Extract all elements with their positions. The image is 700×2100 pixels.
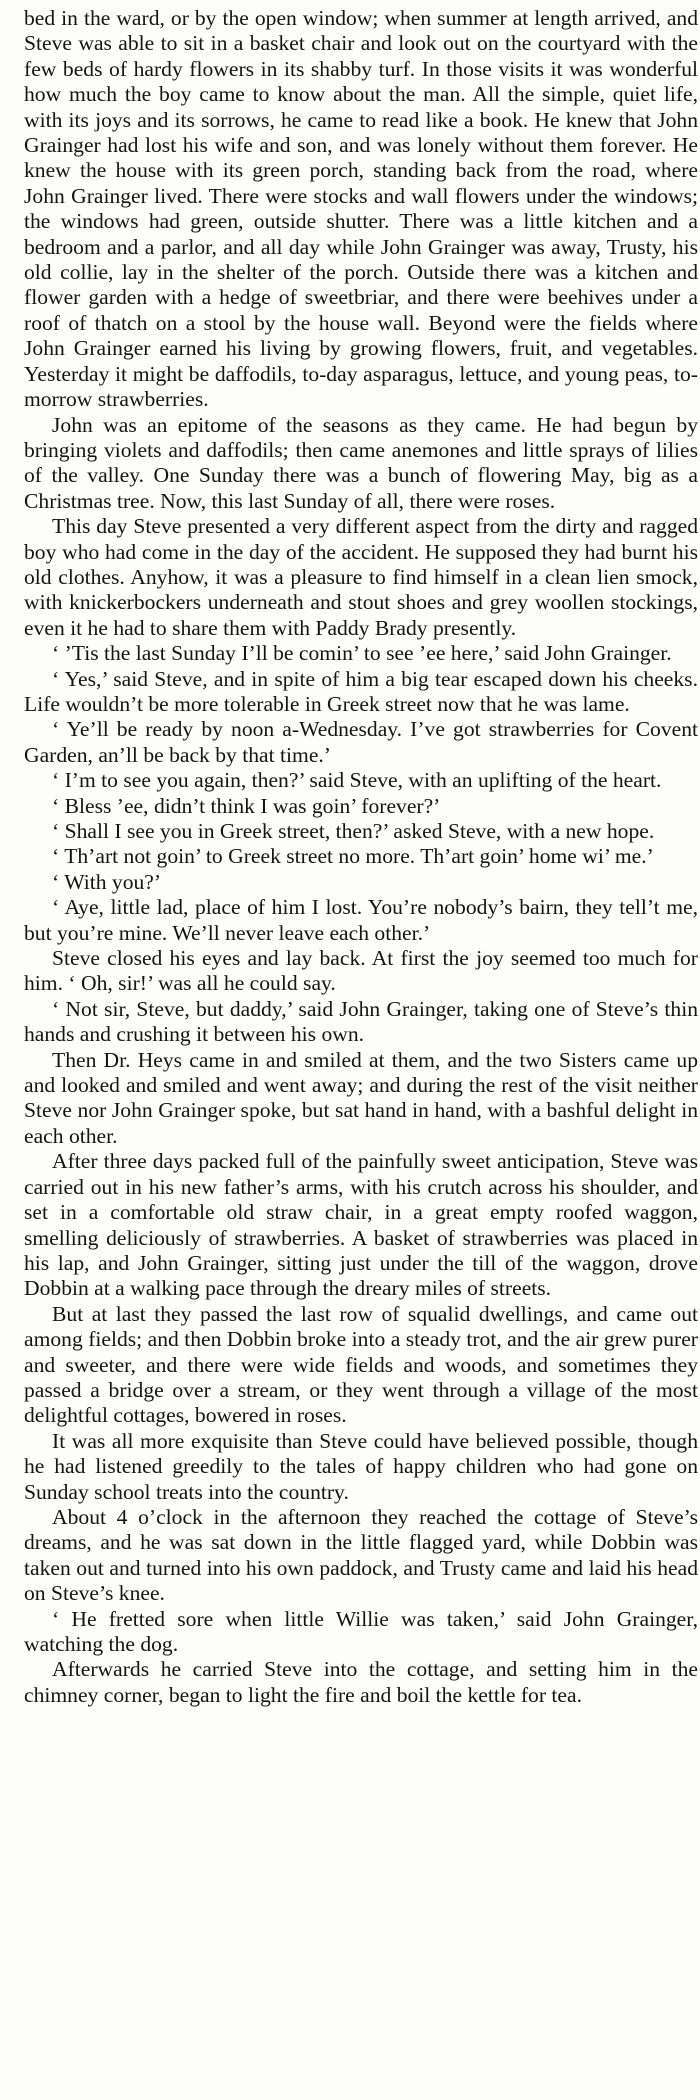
paragraph-4: ‘ ’Tis the last Sunday I’ll be comin’ to see ’ee here,’ said John Grainger. (52, 641, 672, 666)
paragraph-12: ‘ Aye, little lad, place of him I lost. You’re nobody’s bairn, they tell’t me, but you’re mine. We’ll never leave each other.’ (24, 895, 698, 945)
paragraph-5: ‘ Yes,’ said Steve, and in spite of him a big tear escaped down his cheeks. Life wouldn’t be more tolerable in Greek street now that he was lame. (24, 666, 698, 716)
paragraph-17: But at last they passed the last row of squalid dwellings, and came out among fields; and then Dobbin broke into a steady trot, and the air grew purer and sweeter, and there were wide fields and woods, and sometimes they passed a bridge over a stream, or they went through a village of the most delightful cottages, bowered in roses. (24, 1301, 698, 1428)
paragraph-14: ‘ Not sir, Steve, but daddy,’ said John Grainger, taking one of Steve’s thin hands and crushing it between his own. (24, 996, 698, 1047)
paragraph-9: ‘ Shall I see you in Greek street, then?’ asked Steve, with a new hope. (52, 819, 655, 843)
paragraph-6: ‘ Ye’ll be ready by noon a-Wednesday. I’ve got strawberries for Covent Garden, an’ll be back by that time.’ (24, 717, 698, 767)
paragraph-19: About 4 o’clock in the afternoon they reached the cottage of Steve’s dreams, and he was sat down in the little flagged yard, while Dobbin was taken out and turned into his own paddock, and Trusty came and laid his head on Steve’s knee. (24, 1504, 698, 1606)
paragraph-21: Afterwards he carried Steve into the cottage, and setting him in the chimney corner, began to light the fire and boil the kettle for tea. (24, 1657, 698, 1707)
paragraph-1: bed in the ward, or by the open window; when summer at length arrived, and Steve was able to sit in a basket chair and look out on the courtyard with the few beds of hardy flowers in its shabby turf. In those visits it was wonderful how much the boy came to know about the man. All the simple, quiet life, with its joys and its sorrows, he came to read like a book. He knew that John Grainger had lost his wife and son, and was lonely without them forever. He knew the house with its green porch, standing back from the road, where John Grainger lived. There were stocks and wall flowers under the windows; the windows had green, outside shutter. There was a little kitchen and a bedroom and a parlor, and all day while John Grainger was away, Trusty, his old collie, lay in the shelter of the porch. Outside there was a kitchen and flower garden with a hedge of sweetbriar, and there were beehives under a roof of thatch on a stool by the house wall. Beyond were the fields where John Grainger earned his living by growing flowers, fruit, and vegetables. Yesterday it might be daffodils, to-day asparagus, lettuce, and young peas, to-morrow strawberries. (24, 6, 698, 412)
paragraph-16: After three days packed full of the painfully sweet anticipation, Steve was carried out in his new father’s arms, with his crutch across his shoulder, and set in a comfortable old straw chair, in a great empty roofed waggon, smelling deliciously of strawberries. A basket of strawberries was placed in his lap, and John Grainger, sitting just under the till of the waggon, drove Dobbin at a walking pace through the dreary miles of streets. (24, 1149, 698, 1301)
paragraph-3: This day Steve presented a very different aspect from the dirty and ragged boy who had come in the day of the accident. He supposed they had burnt his old clothes. Anyhow, it was a pleasure to find himself in a clean lien smock, with knickerbockers underneath and stout shoes and grey woollen stockings, even it he had to share them with Paddy Brady presently. (24, 514, 698, 640)
paragraph-13: Steve closed his eyes and lay back. At first the joy seemed too much for him. ‘ Oh, sir!’ was all he could say. (24, 946, 698, 996)
paragraph-10: ‘ Th’art not goin’ to Greek street no more. Th’art goin’ home wi’ me.’ (52, 844, 654, 869)
paragraph-18: It was all more exquisite than Steve could have believed possible, though he had listened greedily to the tales of happy children who had gone on Sunday school treats into the country. (24, 1428, 698, 1504)
paragraph-2: John was an epitome of the seasons as they came. He had begun by bringing violets and daffodils; then came anemones and little sprays of lilies of the valley. One Sunday there was a bunch of flowering May, big as a Christmas tree. Now, this last Sunday of all, there were roses. (24, 412, 698, 513)
paragraph-20: ‘ He fretted sore when little Willie was taken,’ said John Grainger, watching the dog. (24, 1606, 698, 1656)
article-column (24, 6, 698, 1708)
paragraph-7: ‘ I’m to see you again, then?’ said Steve, with an uplifting of the heart. (52, 768, 662, 793)
paragraph-8: ‘ Bless ’ee, didn’t think I was goin’ forever?’ (52, 793, 441, 818)
paragraph-11: ‘ With you?’ (52, 869, 162, 894)
paragraph-15: Then Dr. Heys came in and smiled at them, and the two Sisters came up and looked and smiled and went away; and during the rest of the visit neither Steve nor John Grainger spoke, but sat hand in hand, with a bashful delight in each other. (24, 1047, 698, 1148)
